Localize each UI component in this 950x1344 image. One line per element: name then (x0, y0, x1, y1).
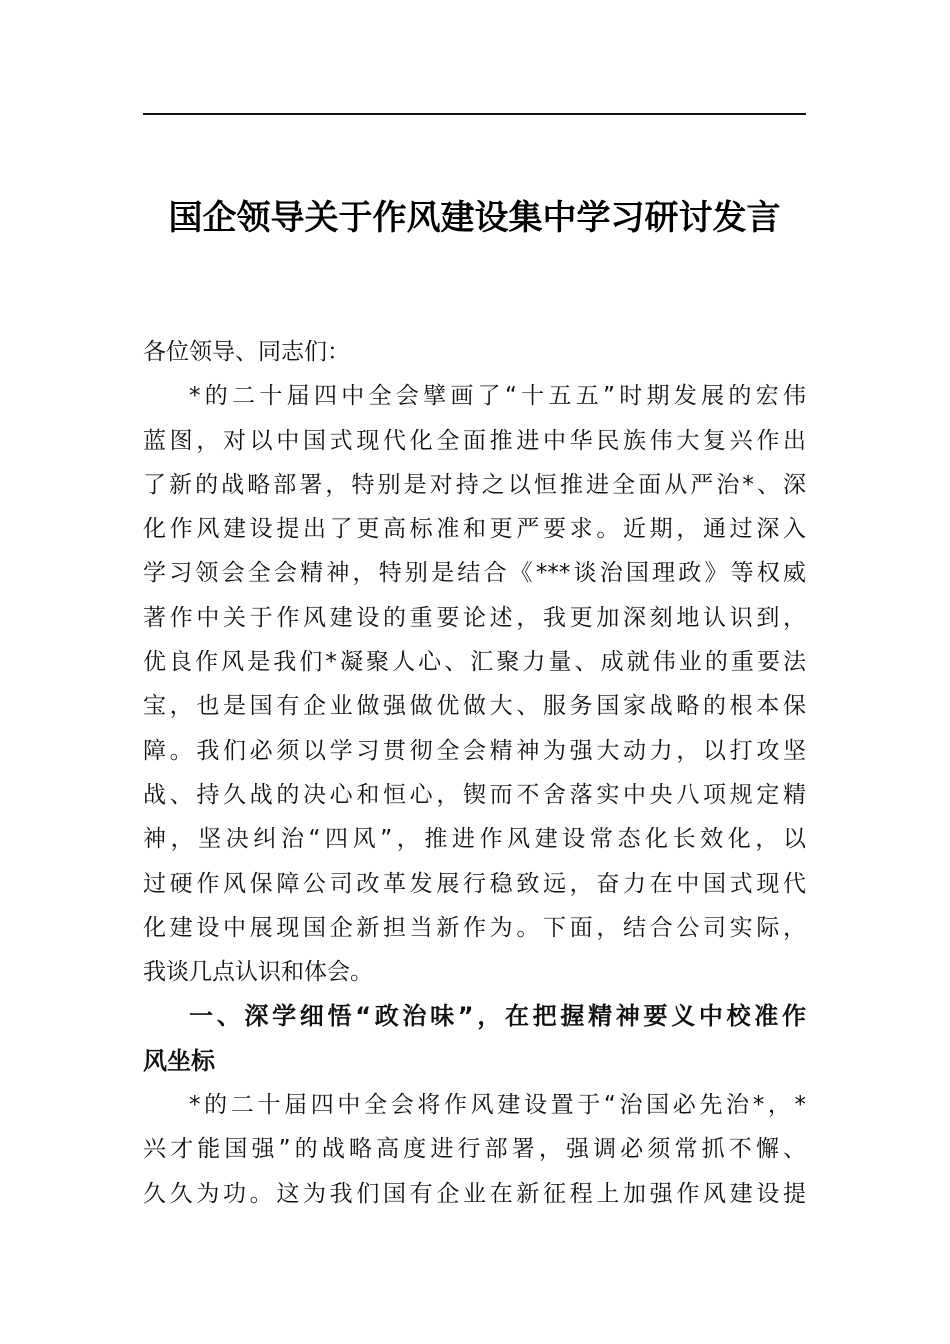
paragraph-line: 化作风建设提出了更高标准和更严要求。近期，通过深入 (143, 516, 806, 543)
paragraph-2 (143, 1083, 806, 1216)
paragraph-1 (143, 374, 806, 994)
paragraph-line: 障。我们必须以学习贯彻全会精神为强大动力，以打攻坚 (143, 737, 806, 764)
paragraph-line: 优良作风是我们*凝聚人心、汇聚力量、成就伟业的重要法 (143, 649, 806, 676)
paragraph-line: 宝，也是国有企业做强做优做大、服务国家战略的根本保 (143, 693, 806, 720)
paragraph-line: 久久为功。这为我们国有企业在新征程上加强作风建设提 (143, 1180, 806, 1207)
paragraph-line: 过硬作风保障公司改革发展行稳致远，奋力在中国式现代 (143, 870, 806, 897)
paragraph-line: 我谈几点认识和体会。 (143, 959, 373, 986)
header-rule (143, 113, 806, 115)
paragraph-line: 兴才能国强”的战略高度进行部署，强调必须常抓不懈、 (143, 1136, 806, 1163)
paragraph-line: 学习领会全会精神，特别是结合《***谈治国理政》等权威 (143, 560, 806, 587)
document-body (143, 330, 806, 1216)
heading-line: 一、深学细悟“政治味”，在把握精神要义中校准作 (189, 1002, 806, 1031)
document-title: 国企领导关于作风建设集中学习研讨发言 (168, 198, 781, 238)
paragraph-line: 战、持久战的决心和恒心，锲而不舍落实中央八项规定精 (143, 781, 806, 808)
paragraph-line: 蓝图，对以中国式现代化全面推进中华民族伟大复兴作出 (143, 427, 806, 454)
paragraph-line: 著作中关于作风建设的重要论述，我更加深刻地认识到， (143, 604, 806, 631)
section-1-heading (143, 994, 806, 1083)
paragraph-line: 神，坚决纠治“四风”，推进作风建设常态化长效化，以 (143, 826, 806, 853)
paragraph-line: *的二十届四中全会擘画了“十五五”时期发展的宏伟 (189, 383, 806, 410)
paragraph-line: 化建设中展现国企新担当新作为。下面，结合公司实际， (143, 914, 806, 941)
salutation: 各位领导、同志们： (143, 339, 350, 365)
paragraph-line: 了新的战略部署，特别是对持之以恒推进全面从严治*、深 (143, 471, 806, 498)
paragraph-line: *的二十届四中全会将作风建设置于“治国必先治*，* (189, 1092, 806, 1119)
heading-line: 风坐标 (143, 1046, 215, 1075)
